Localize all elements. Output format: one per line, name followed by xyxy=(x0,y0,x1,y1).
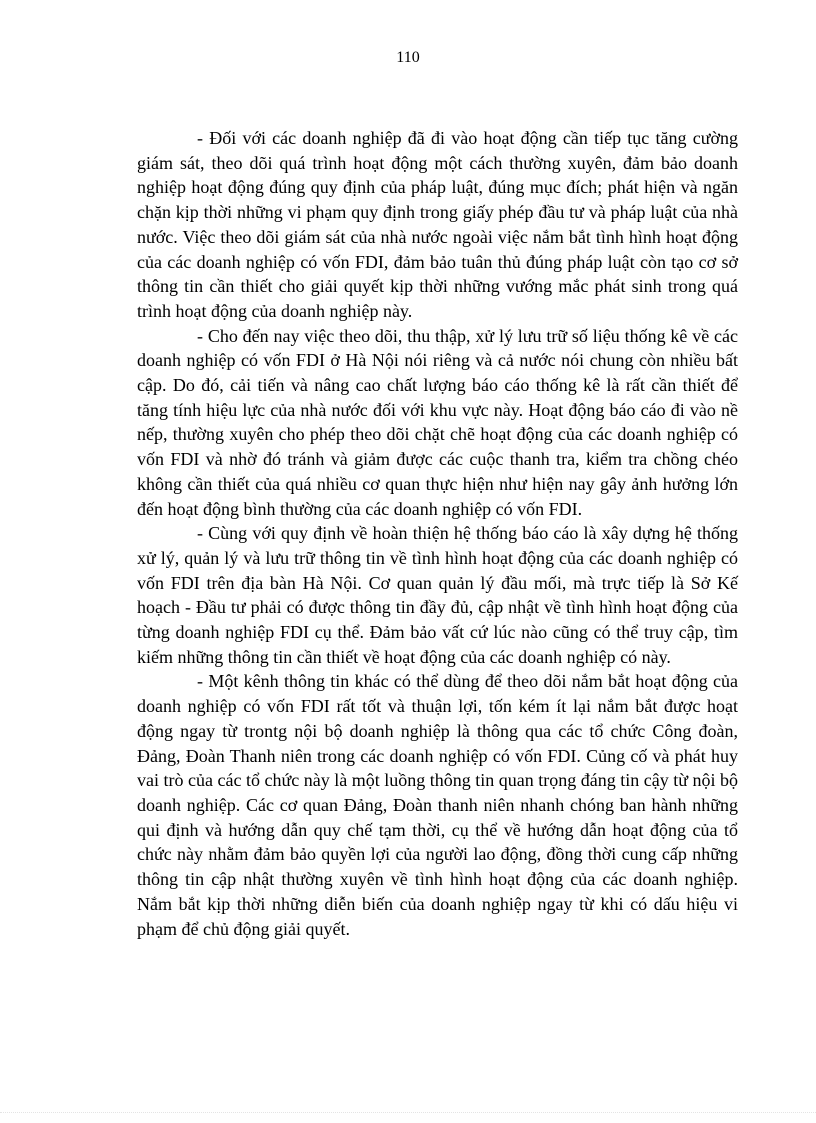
paragraph-internal-organizations: - Một kênh thông tin khác có thể dùng để theo dõi nắm bắt hoạt động của doanh nghiệp có vốn FDI rất tốt và thuận lợi, tốn kém ít lại nắm bắt được hoạt động ngay từ trontg nội bộ doanh nghiệp là thông qua các tổ chức Công đoàn, Đảng, Đoàn Thanh niên trong các doanh nghiệp có vốn FDI. Củng cố và phát huy vai trò của các tổ chức này là một luồng thông tin quan trọng đáng tin cậy từ nội bộ doanh nghiệp. Các cơ quan Đảng, Đoàn thanh niên nhanh chóng ban hành những qui định và hướng dẫn quy chế tạm thời, cụ thể về hướng dẫn hoạt động của tổ chức này nhằm đảm bảo quyền lợi của người lao động, đồng thời cung cấp những thông tin cập nhật thường xuyên về tình hình hoạt động của các doanh nghiệp. Nắm bắt kịp thời những diễn biến của doanh nghiệp ngay từ khi có dấu hiệu vi phạm để chủ động giải quyết. xyxy=(137,671,738,939)
page-bottom-divider xyxy=(0,1112,816,1113)
paragraph-monitoring-enterprises: - Đối với các doanh nghiệp đã đi vào hoạt động cần tiếp tục tăng cường giám sát, theo dõi quá trình hoạt động một cách thường xuyên, đảm bảo doanh nghiệp hoạt động đúng quy định của pháp luật, đúng mục đích; phát hiện và ngăn chặn kịp thời những vi phạm quy định trong giấy phép đầu tư và pháp luật của nhà nước. Việc theo dõi giám sát của nhà nước ngoài việc nắm bắt tình hình hoạt động của các doanh nghiệp có vốn FDI, đảm bảo tuân thủ đúng pháp luật còn tạo cơ sở thông tin cần thiết cho giải quyết kịp thời những vướng mắc phát sinh trong quá trình hoạt động của doanh nghiệp này. xyxy=(137,128,738,321)
page-number: 110 xyxy=(396,49,420,66)
paragraph-statistical-reporting: - Cho đến nay việc theo dõi, thu thập, xử lý lưu trữ số liệu thống kê về các doanh nghiệp có vốn FDI ở Hà Nội nói riêng và cả nước nói chung còn nhiều bất cập. Do đó, cải tiến và nâng cao chất lượng báo cáo thống kê là rất cần thiết để tăng tính hiệu lực của nhà nước đối với khu vực này. Hoạt động báo cáo đi vào nề nếp, thường xuyên cho phép theo dõi chặt chẽ hoạt động của các doanh nghiệp có vốn FDI và nhờ đó tránh và giảm được các cuộc thanh tra, kiểm tra chồng chéo không cần thiết của quá nhiều cơ quan thực hiện như hiện nay gây ảnh hưởng lớn đến hoạt động bình thường của các doanh nghiệp có vốn FDI. xyxy=(137,325,738,519)
document-body xyxy=(137,126,738,941)
paragraph-information-system: - Cùng với quy định về hoàn thiện hệ thống báo cáo là xây dựng hệ thống xử lý, quản lý và lưu trữ thông tin về tình hình hoạt động của các doanh nghiệp có vốn FDI trên địa bàn Hà Nội. Cơ quan quản lý đầu mối, mà trực tiếp là Sở Kế hoạch - Đầu tư phải có được thông tin đầy đủ, cập nhật về tình hình hoạt động của từng doanh nghiệp FDI cụ thể. Đảm bảo vất cứ lúc nào cũng có thể truy cập, tìm kiếm những thông tin cần thiết về hoạt động của các doanh nghiệp có này. xyxy=(137,523,738,667)
